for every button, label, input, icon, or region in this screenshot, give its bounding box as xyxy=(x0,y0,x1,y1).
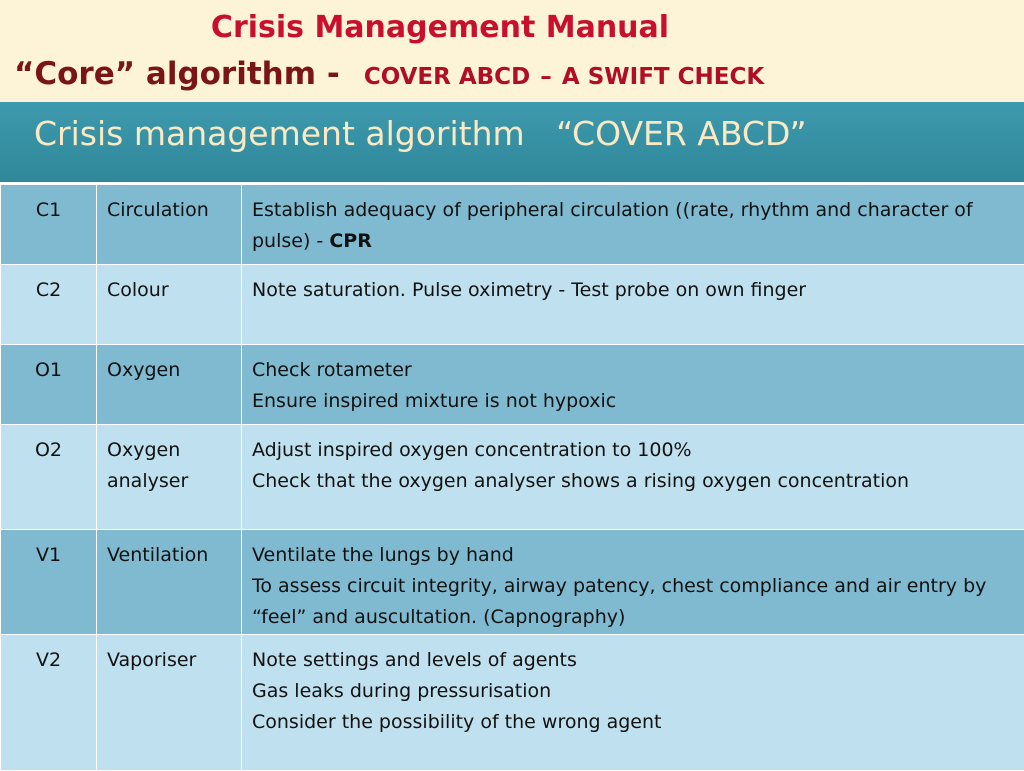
table-row xyxy=(1,530,1024,635)
table-row xyxy=(1,265,1024,345)
step-name: Oxygen xyxy=(97,345,242,425)
step-action xyxy=(242,425,1024,530)
action-line: Gas leaks during pressurisation xyxy=(252,676,1016,707)
subtitle-swift: A SWIFT CHECK xyxy=(562,64,764,90)
step-code: O1 xyxy=(1,345,97,425)
step-action xyxy=(242,345,1024,425)
step-name: Circulation xyxy=(97,185,242,265)
subtitle-cover: COVER ABCD xyxy=(364,64,530,90)
table-row xyxy=(1,185,1024,265)
slide-subtitle xyxy=(14,56,764,92)
action-line: To assess circuit integrity, airway patency, chest compliance and air entry by “feel” and auscultation. (Capnography) xyxy=(252,571,1016,633)
action-line: Consider the possibility of the wrong agent xyxy=(252,707,1016,738)
step-name: Oxygen analyser xyxy=(97,425,242,530)
subtitle-dash: – xyxy=(540,64,552,90)
step-code: C1 xyxy=(1,185,97,265)
action-line: Ventilate the lungs by hand xyxy=(252,540,1016,571)
step-code: V1 xyxy=(1,530,97,635)
step-action xyxy=(242,185,1024,265)
step-code: V2 xyxy=(1,635,97,771)
action-line-text: Establish adequacy of peripheral circulation ((rate, rhythm and character of pulse) - xyxy=(252,199,973,252)
step-action xyxy=(242,530,1024,635)
action-line: Check that the oxygen analyser shows a rising oxygen concentration xyxy=(252,466,1016,497)
slide-header xyxy=(0,0,1024,102)
step-code: O2 xyxy=(1,425,97,530)
action-line: Ensure inspired mixture is not hypoxic xyxy=(252,386,1016,417)
action-line: Check rotameter xyxy=(252,355,1016,386)
step-name: Colour xyxy=(97,265,242,345)
step-name: Vaporiser xyxy=(97,635,242,771)
action-line: Note settings and levels of agents xyxy=(252,645,1016,676)
algorithm-table xyxy=(0,182,1024,768)
action-line xyxy=(252,195,1016,257)
step-code: C2 xyxy=(1,265,97,345)
slide-title: Crisis Management Manual xyxy=(0,10,880,45)
subtitle-core: “Core” algorithm - xyxy=(14,56,340,92)
table-row xyxy=(1,345,1024,425)
action-line: Adjust inspired oxygen concentration to 100% xyxy=(252,435,1016,466)
table-row xyxy=(1,425,1024,530)
action-bold-text: CPR xyxy=(329,230,372,252)
action-line: Note saturation. Pulse oximetry - Test probe on own finger xyxy=(252,275,1016,306)
step-name: Ventilation xyxy=(97,530,242,635)
step-action xyxy=(242,265,1024,345)
step-action xyxy=(242,635,1024,771)
banner-title: Crisis management algorithm “COVER ABCD” xyxy=(34,114,807,153)
table-banner xyxy=(0,102,1024,182)
table-row xyxy=(1,635,1024,771)
